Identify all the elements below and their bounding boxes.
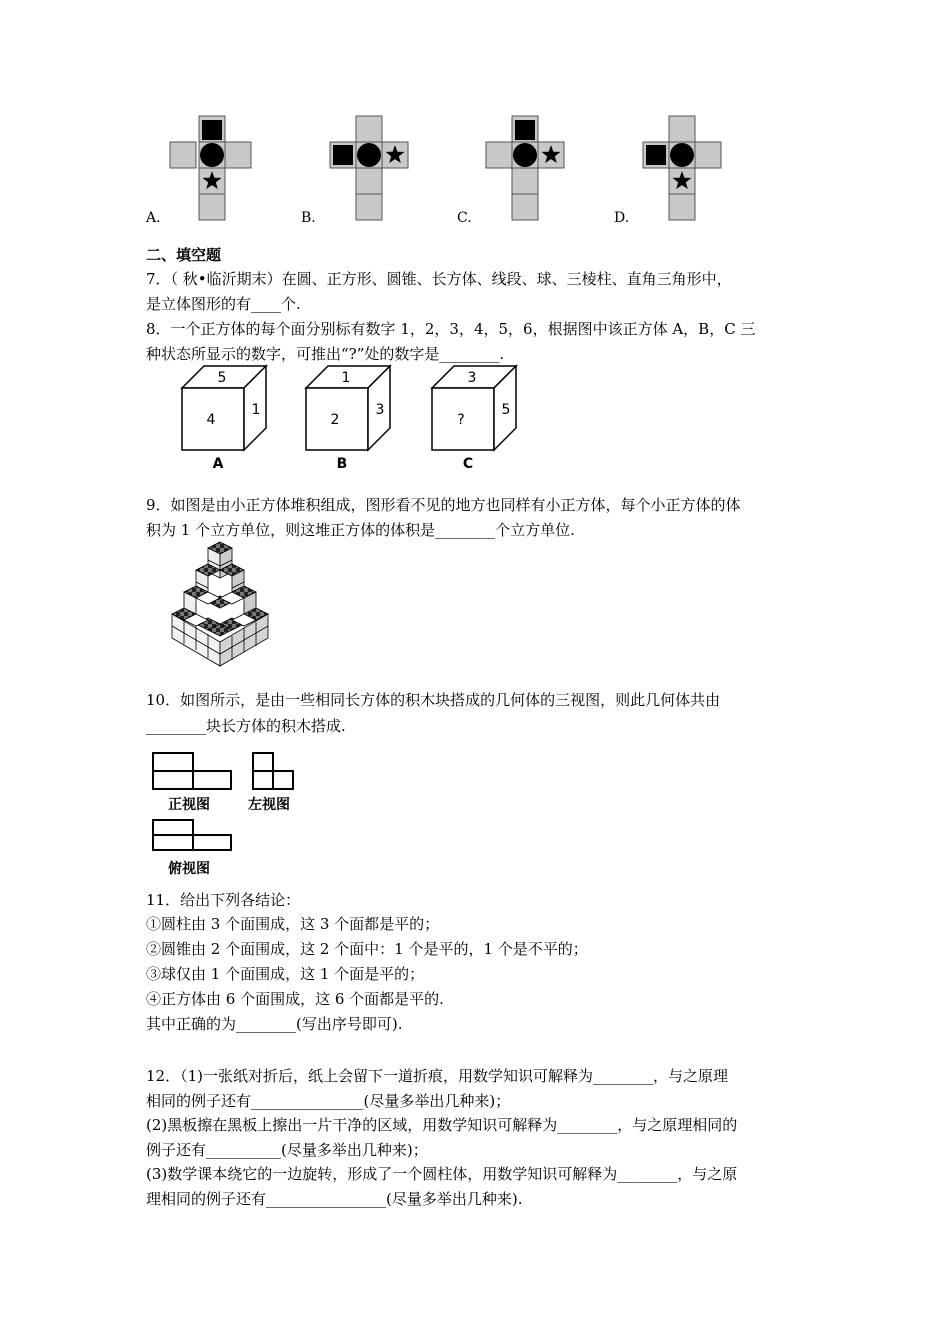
front-view-caption: 正视图 — [168, 797, 210, 813]
q7-line-1: 7．（ 秋•临沂期末）在圆、正方形、圆锥、长方体、线段、球、三棱柱、直角三角形中， — [146, 270, 732, 288]
option-b-label[interactable]: B. — [301, 210, 316, 226]
square-symbol — [333, 145, 353, 165]
q11-intro: 11．给出下列各结论： — [146, 891, 301, 909]
q11-item-1: ①圆柱由 3 个面围成，这 3 个面都是平的； — [146, 915, 440, 933]
cube-a-label: A — [212, 456, 224, 472]
cube-c-top-number: 3 — [467, 370, 477, 386]
cube-a-front-number: 4 — [206, 412, 216, 428]
circle-symbol — [513, 143, 537, 167]
q8-line-1: 8．一个正方体的每个面分别标有数字 1，2，3，4，5，6，根据图中该正方体 A，B，C 三 — [146, 320, 756, 338]
square-symbol — [646, 145, 666, 165]
q11-item-2: ②圆锥由 2 个面围成，这 2 个面中：1 个是平的，1 个是不平的； — [146, 940, 588, 958]
q8-cube-figure — [170, 362, 540, 474]
front-view-drawing — [153, 753, 231, 789]
top-view-caption: 俯视图 — [168, 861, 210, 877]
option-a-label[interactable]: A. — [146, 210, 161, 226]
cube-b-front-number: 2 — [330, 412, 340, 428]
cube-b-top-number: 1 — [341, 370, 351, 386]
circle-symbol — [670, 143, 694, 167]
cube-stack-figure — [168, 540, 280, 670]
q12-line-4: 例子还有__________(尽量多举出几种来)； — [146, 1141, 428, 1159]
q12-line-5: (3)数学课本绕它的一边旋转，形成了一个圆柱体，用数学知识可解释为________，与之原 — [146, 1165, 738, 1183]
net-option-c[interactable] — [486, 116, 564, 220]
cube-b — [306, 366, 390, 472]
q9-line-2: 积为 1 个立方单位，则这堆正方体的体积是________个立方单位. — [146, 521, 575, 539]
left-view-drawing — [253, 753, 293, 789]
cube-a — [182, 366, 266, 472]
q7-line-2: 是立体图形的有____个. — [146, 295, 301, 313]
net-option-a[interactable] — [170, 116, 251, 220]
q12-line-6: 理相同的例子还有________________(尽量多举出几种来). — [146, 1190, 523, 1208]
left-view-caption: 左视图 — [248, 797, 290, 813]
q12-line-2: 相同的例子还有_______________(尽量多举出几种来)； — [146, 1092, 511, 1110]
q10-line-2: ________块长方体的积木搭成. — [146, 717, 346, 735]
q11-item-4: ④正方体由 6 个面围成，这 6 个面都是平的. — [146, 990, 444, 1008]
circle-symbol — [357, 143, 381, 167]
circle-symbol — [200, 143, 224, 167]
cube-b-right-number: 3 — [375, 402, 385, 418]
q10-line-1: 10．如图所示，是由一些相同长方体的积木块搭成的几何体的三视图，则此几何体共由 — [146, 691, 721, 709]
cube-a-top-number: 5 — [217, 370, 227, 386]
q11-item-3: ③球仅由 1 个面围成，这 1 个面是平的； — [146, 965, 425, 983]
net-option-d[interactable] — [643, 116, 721, 220]
cube-b-label: B — [336, 456, 348, 472]
q11-answer-line: 其中正确的为________(写出序号即可). — [146, 1015, 403, 1033]
top-view-drawing — [153, 820, 231, 850]
q8-line-2: 种状态所显示的数字，可推出“?”处的数字是________. — [146, 345, 505, 363]
cube-a-right-number: 1 — [251, 402, 261, 418]
cube-c — [432, 366, 516, 472]
section-title: 二、填空题 — [146, 246, 222, 264]
q12-line-1: 12．（1)一张纸对折后，纸上会留下一道折痕，用数学知识可解释为________，与之原理 — [146, 1067, 728, 1085]
q9-line-1: 9．如图是由小正方体堆积组成，图形看不见的地方也同样有小正方体，每个小正方体的体 — [146, 496, 741, 514]
option-d-label[interactable]: D. — [614, 210, 630, 226]
square-symbol — [202, 120, 222, 140]
net-option-b[interactable] — [330, 116, 408, 220]
option-c-label[interactable]: C. — [457, 210, 472, 226]
q12-line-3: (2)黑板擦在黑板上擦出一片干净的区域，用数学知识可解释为________，与之原理相同的 — [146, 1116, 738, 1134]
cube-c-front-number: ? — [457, 412, 465, 428]
square-symbol — [515, 120, 535, 140]
cube-net-options — [140, 112, 740, 230]
cube-c-label: C — [462, 456, 474, 472]
cube-c-right-number: 5 — [501, 402, 511, 418]
